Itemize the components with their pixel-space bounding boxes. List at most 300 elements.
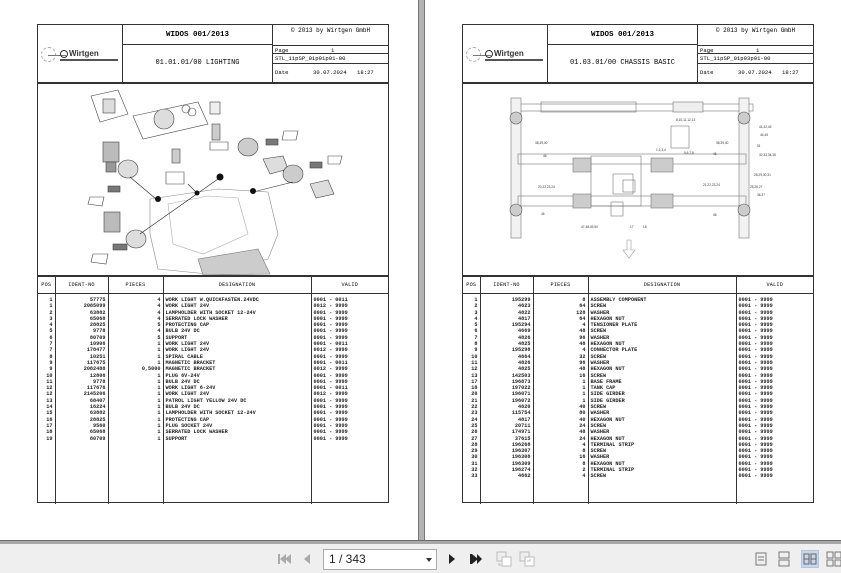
valid-cell: 0001 - 9999 bbox=[738, 328, 773, 335]
pieces-cell: 1 bbox=[108, 379, 163, 385]
pos-cell: 19 bbox=[38, 436, 55, 442]
designation-cell: SCREW bbox=[588, 423, 736, 429]
col-pos: POS bbox=[463, 277, 480, 294]
document-title: WIDOS 001/2013 bbox=[123, 25, 273, 45]
ident-no-cell: 4664 bbox=[480, 354, 533, 360]
parts-sheet bbox=[462, 24, 814, 503]
designation-cell: LAMPHOLDER WITH SOCKET 12-24V bbox=[163, 310, 311, 316]
last-page-button[interactable] bbox=[468, 551, 484, 567]
gear-icon bbox=[485, 50, 493, 58]
col-pieces: PIECES bbox=[108, 277, 163, 294]
time-value: 18:27 bbox=[357, 69, 374, 76]
ident-no-cell: 196309 bbox=[480, 461, 533, 467]
pos-cell: 22 bbox=[463, 404, 480, 410]
pos-cell: 5 bbox=[463, 322, 480, 328]
single-page-view-icon bbox=[752, 550, 770, 568]
pieces-cell: 0,5000 bbox=[108, 366, 163, 372]
previous-view-icon bbox=[496, 551, 512, 567]
col-pieces: PIECES bbox=[533, 277, 588, 294]
ident-no-cell: 80709 bbox=[55, 335, 108, 341]
copyright: © 2013 by Wirtgen GmbH bbox=[290, 27, 371, 34]
gear-icon bbox=[60, 50, 68, 58]
filler-cell bbox=[55, 442, 108, 504]
pos-cell: 1 bbox=[463, 294, 480, 304]
sheet-header bbox=[463, 25, 813, 84]
pieces-cell: 32 bbox=[533, 354, 588, 360]
designation-cell: LAMPHOLDER WITH SOCKET 12-24V bbox=[163, 410, 311, 416]
page-number: 1 bbox=[756, 47, 760, 54]
copyright: © 2013 by Wirtgen GmbH bbox=[715, 27, 796, 34]
ident-no-cell: 9778 bbox=[55, 379, 108, 385]
previous-view-button[interactable] bbox=[495, 551, 513, 567]
valid-cell: 0001 - 9999 bbox=[738, 303, 773, 310]
pos-cell: 12 bbox=[463, 366, 480, 372]
valid-cell: 0001 - 9999 bbox=[313, 404, 348, 411]
ident-no-cell: 4669 bbox=[480, 328, 533, 334]
ident-no-cell: 20711 bbox=[480, 423, 533, 429]
pieces-cell: 1 bbox=[108, 398, 163, 404]
logo-underline bbox=[60, 59, 118, 61]
pieces-cell: 4 bbox=[108, 316, 163, 322]
pieces-cell: 1 bbox=[108, 404, 163, 410]
valid-cell: 0001 - 9999 bbox=[738, 378, 773, 385]
pos-cell: 7 bbox=[463, 335, 480, 341]
pos-cell: 9 bbox=[463, 347, 480, 353]
valid-cell: 0001 - 9999 bbox=[738, 334, 773, 341]
valid-cell: 0001 - 9999 bbox=[738, 341, 773, 348]
ident-no-cell: 117675 bbox=[55, 360, 108, 366]
col-designation: DESIGNATION bbox=[588, 277, 736, 294]
pos-cell: 9 bbox=[38, 360, 55, 366]
pieces-cell: 16 bbox=[533, 454, 588, 460]
designation-cell: WORK LIGHT 24V bbox=[163, 341, 311, 347]
logo-cell bbox=[463, 25, 548, 82]
valid-cell: 0001 - 0011 bbox=[313, 359, 348, 366]
table-filler bbox=[38, 442, 388, 504]
sheet-header bbox=[38, 25, 388, 84]
pieces-cell: 4 bbox=[533, 442, 588, 448]
valid-cell: 0001 - 9999 bbox=[313, 422, 348, 429]
valid-cell: 0001 - 9999 bbox=[738, 429, 773, 436]
designation-cell: SCREW bbox=[588, 473, 736, 479]
chevron-down-icon[interactable] bbox=[426, 558, 432, 562]
pieces-cell: 1 bbox=[108, 391, 163, 397]
previous-page-button[interactable] bbox=[301, 551, 313, 567]
logo-cell bbox=[38, 25, 123, 82]
valid-cell: 0001 - 9999 bbox=[738, 473, 773, 480]
designation-cell: SERRATED LOCK WASHER bbox=[163, 429, 311, 435]
filler-cell bbox=[463, 480, 480, 504]
designation-cell: SCREW bbox=[588, 448, 736, 454]
parts-table bbox=[463, 277, 813, 504]
filler-cell bbox=[736, 480, 813, 504]
valid-cell: 0001 - 9999 bbox=[738, 391, 773, 398]
callout-label: 46 bbox=[713, 213, 717, 217]
ident-no-cell: 196071 bbox=[480, 391, 533, 397]
ident-no-cell: 196268 bbox=[480, 442, 533, 448]
filler-cell bbox=[108, 442, 163, 504]
ident-no-cell: 196873 bbox=[480, 379, 533, 385]
ident-no-cell: 174971 bbox=[480, 429, 533, 435]
designation-cell: BASE FRAME bbox=[588, 379, 736, 385]
pos-cell: 12 bbox=[38, 385, 55, 391]
valid-cell: 0001 - 9999 bbox=[313, 315, 348, 322]
callout-label: 44,45 bbox=[760, 133, 768, 137]
pos-cell: 2 bbox=[38, 310, 55, 316]
wirtgen-logo bbox=[485, 49, 524, 58]
pos-cell: 8 bbox=[463, 341, 480, 347]
ident-no-cell: 2082488 bbox=[55, 366, 108, 372]
pos-cell: 6 bbox=[38, 335, 55, 341]
pos-cell: 10 bbox=[38, 373, 55, 379]
valid-cell: 0001 - 9999 bbox=[313, 378, 348, 385]
pieces-cell: 4 bbox=[108, 328, 163, 334]
pos-cell: 1 bbox=[38, 294, 55, 304]
designation-cell: SIDE GIRDER bbox=[588, 398, 736, 404]
pos-cell: 1 bbox=[38, 303, 55, 309]
ident-no-cell: 4662 bbox=[480, 473, 533, 479]
valid-cell: 0001 - 9999 bbox=[313, 353, 348, 360]
filler-cell bbox=[588, 480, 736, 504]
page-divider bbox=[418, 0, 425, 540]
pieces-cell: 8 bbox=[533, 461, 588, 467]
ident-no-cell: 4817 bbox=[480, 316, 533, 322]
first-page-icon bbox=[277, 553, 291, 565]
ident-no-cell: 63882 bbox=[55, 410, 108, 416]
pieces-cell: 64 bbox=[533, 303, 588, 309]
first-page-button[interactable] bbox=[276, 551, 292, 567]
pieces-cell: 1 bbox=[108, 347, 163, 353]
pos-cell: 7 bbox=[38, 347, 55, 353]
valid-cell: 0001 - 9999 bbox=[738, 297, 773, 303]
next-page-icon bbox=[448, 553, 456, 565]
designation-cell: WORK LIGHT 24V bbox=[163, 391, 311, 397]
callout-label: 25,26,27 bbox=[750, 185, 763, 189]
callout-label: 20,22,23,24 bbox=[538, 185, 555, 189]
valid-cell: 0001 - 9999 bbox=[738, 441, 773, 448]
pos-cell: 15 bbox=[38, 410, 55, 416]
pos-cell: 8 bbox=[38, 354, 55, 360]
pieces-cell: 96 bbox=[533, 335, 588, 341]
pos-cell: 23 bbox=[463, 410, 480, 416]
date-row bbox=[698, 64, 813, 82]
filler-cell bbox=[163, 442, 311, 504]
ident-no-cell: 2085099 bbox=[55, 303, 108, 309]
designation-cell: SCREW bbox=[588, 328, 736, 334]
valid-cell: 0001 - 9999 bbox=[313, 334, 348, 341]
lighting-drawing-icon bbox=[38, 84, 388, 275]
callout-label: 5,6,7,8 bbox=[684, 151, 694, 155]
valid-cell: 0001 - 9999 bbox=[313, 410, 348, 417]
ident-no-cell: 196308 bbox=[480, 454, 533, 460]
pos-cell: 10 bbox=[463, 354, 480, 360]
facing-view-icon bbox=[802, 551, 818, 567]
designation-cell: SPIRAL CABLE bbox=[163, 354, 311, 360]
designation-cell: WASHER bbox=[588, 360, 736, 366]
pos-cell: 4 bbox=[38, 322, 55, 328]
pos-cell: 26 bbox=[463, 429, 480, 435]
pieces-cell: 1 bbox=[108, 385, 163, 391]
pos-cell: 3 bbox=[463, 310, 480, 316]
valid-cell: 0001 - 9999 bbox=[738, 372, 773, 379]
navigation-toolbar bbox=[0, 544, 841, 573]
pos-cell: 9 bbox=[38, 366, 55, 372]
ident-no-cell: 4822 bbox=[480, 310, 533, 316]
pos-cell: 7 bbox=[38, 341, 55, 347]
col-ident-no: IDENT-NO bbox=[55, 277, 108, 294]
facing-view-button[interactable] bbox=[801, 550, 819, 568]
wirtgen-logo bbox=[60, 49, 99, 58]
pieces-cell: 1 bbox=[108, 423, 163, 429]
pos-cell: 4 bbox=[463, 316, 480, 322]
continuous-view-icon bbox=[775, 550, 793, 568]
pieces-cell: 1 bbox=[108, 341, 163, 347]
ident-no-cell: 197022 bbox=[480, 385, 533, 391]
date-row bbox=[273, 64, 388, 82]
designation-cell: HEXAGON NUT bbox=[588, 436, 736, 442]
designation-cell: WASHER bbox=[588, 454, 736, 460]
pieces-cell: 48 bbox=[533, 341, 588, 347]
designation-cell: MAGNETIC BRACKET bbox=[163, 366, 311, 372]
parts-table bbox=[38, 277, 388, 504]
date-value: 30.07.2024 bbox=[738, 69, 772, 76]
ident-no-cell: 117676 bbox=[55, 385, 108, 391]
valid-cell: 0001 - 0011 bbox=[313, 297, 348, 303]
designation-cell: BULB 24V DC bbox=[163, 379, 311, 385]
pos-cell: 21 bbox=[463, 398, 480, 404]
pos-cell: 6 bbox=[463, 328, 480, 334]
ident-no-cell: 80709 bbox=[55, 436, 108, 442]
pos-cell: 25 bbox=[463, 423, 480, 429]
single-page-view-button[interactable] bbox=[752, 550, 770, 568]
col-pos: POS bbox=[38, 277, 55, 294]
pieces-cell: 2 bbox=[533, 467, 588, 473]
pieces-cell: 1 bbox=[108, 436, 163, 442]
next-view-button[interactable] bbox=[518, 551, 536, 567]
designation-cell: TERMINAL STRIP bbox=[588, 442, 736, 448]
ident-no-cell: 196072 bbox=[480, 398, 533, 404]
col-ident-no: IDENT-NO bbox=[480, 277, 533, 294]
designation-cell: WORK LIGHT W.QUICKFASTEN.24VDC bbox=[163, 294, 311, 304]
ident-no-cell: 10251 bbox=[55, 354, 108, 360]
ident-no-cell: 2145206 bbox=[55, 391, 108, 397]
filler-cell bbox=[480, 480, 533, 504]
continuous-facing-view-button[interactable] bbox=[825, 550, 841, 568]
table-body bbox=[463, 294, 813, 504]
ident-no-cell: 37615 bbox=[480, 436, 533, 442]
pos-cell: 33 bbox=[463, 473, 480, 479]
valid-cell: 0001 - 9999 bbox=[738, 366, 773, 373]
designation-cell: HEXAGON NUT bbox=[588, 341, 736, 347]
logo-underline bbox=[485, 59, 543, 61]
designation-cell: WORK LIGHT 6-24V bbox=[163, 385, 311, 391]
valid-cell: 0012 - 9999 bbox=[313, 366, 348, 373]
designation-cell: PROTECTING CAP bbox=[163, 417, 311, 423]
valid-cell: 0001 - 9999 bbox=[313, 416, 348, 423]
valid-cell: 0001 - 9999 bbox=[738, 315, 773, 322]
pieces-cell: 1 bbox=[108, 373, 163, 379]
pos-cell: 32 bbox=[463, 467, 480, 473]
pos-cell: 20 bbox=[463, 391, 480, 397]
pieces-cell: 48 bbox=[533, 366, 588, 372]
continuous-view-button[interactable] bbox=[775, 550, 793, 568]
ident-no-cell: 9560 bbox=[55, 423, 108, 429]
ident-no-cell: 195294 bbox=[480, 322, 533, 328]
designation-cell: CONNECTOR PLATE bbox=[588, 347, 736, 353]
valid-cell: 0001 - 9999 bbox=[738, 309, 773, 316]
designation-cell: WORK LIGHT 24V bbox=[163, 303, 311, 309]
valid-cell: 0001 - 9999 bbox=[313, 429, 348, 436]
pos-cell: 17 bbox=[38, 423, 55, 429]
continuous-facing-view-icon bbox=[825, 550, 841, 568]
previous-page-icon bbox=[303, 553, 311, 565]
document-title: WIDOS 001/2013 bbox=[548, 25, 698, 45]
designation-cell: PLUG SOCKET 24V bbox=[163, 423, 311, 429]
time-value: 18:27 bbox=[782, 69, 799, 76]
designation-cell: WORK LIGHT 24V bbox=[163, 347, 311, 353]
valid-cell: 0001 - 9999 bbox=[738, 385, 773, 392]
valid-cell: 0001 - 9999 bbox=[313, 397, 348, 404]
designation-cell: MAGNETIC BRACKET bbox=[163, 360, 311, 366]
designation-cell: BULB 24V DC bbox=[163, 404, 311, 410]
pos-cell: 13 bbox=[463, 373, 480, 379]
parts-sheet bbox=[37, 24, 389, 503]
pieces-cell: 128 bbox=[533, 310, 588, 316]
valid-cell: 0001 - 9999 bbox=[738, 454, 773, 461]
pieces-cell: 5 bbox=[108, 322, 163, 328]
designation-cell: SUPPORT bbox=[163, 335, 311, 341]
page-number-input[interactable] bbox=[323, 549, 437, 570]
designation-cell: WASHER bbox=[588, 410, 736, 416]
exploded-view-drawing-lighting bbox=[38, 84, 388, 277]
ident-no-cell: 178477 bbox=[55, 347, 108, 353]
page-row bbox=[273, 45, 388, 54]
designation-cell: SIDE GIRDER bbox=[588, 391, 736, 397]
pieces-cell: 8 bbox=[533, 448, 588, 454]
valid-cell: 0001 - 9999 bbox=[313, 328, 348, 335]
valid-cell: 0001 - 9999 bbox=[738, 347, 773, 354]
designation-cell: TENSIONER PLATE bbox=[588, 322, 736, 328]
pieces-cell: 1 bbox=[108, 417, 163, 423]
table-row bbox=[38, 429, 388, 435]
pieces-cell: 64 bbox=[533, 316, 588, 322]
ident-no-cell: 196274 bbox=[480, 467, 533, 473]
ident-no-cell: 28825 bbox=[55, 417, 108, 423]
valid-cell: 0012 - 9999 bbox=[313, 347, 348, 354]
pieces-cell: 40 bbox=[533, 404, 588, 410]
table-row bbox=[38, 366, 388, 372]
designation-cell: WASHER bbox=[588, 310, 736, 316]
pos-cell: 24 bbox=[463, 417, 480, 423]
valid-cell: 0001 - 9999 bbox=[313, 322, 348, 329]
callout-label: 51 bbox=[757, 144, 761, 148]
pieces-cell: 1 bbox=[533, 391, 588, 397]
valid-cell: 0001 - 9999 bbox=[738, 359, 773, 366]
page-number: 1 bbox=[331, 47, 335, 54]
designation-cell: BULB 24V DC bbox=[163, 328, 311, 334]
designation-cell: HEXAGON NUT bbox=[588, 366, 736, 372]
pieces-cell: 4 bbox=[108, 303, 163, 309]
pieces-cell: 1 bbox=[108, 429, 163, 435]
pieces-cell: 48 bbox=[533, 328, 588, 334]
col-designation: DESIGNATION bbox=[163, 277, 311, 294]
logo-text: Wirtgen bbox=[494, 49, 524, 58]
designation-cell: PATROL LIGHT YELLOW 24V DC bbox=[163, 398, 311, 404]
designation-cell: HEXAGON NUT bbox=[588, 316, 736, 322]
table-row bbox=[38, 310, 388, 316]
page-label: Page bbox=[275, 47, 289, 54]
valid-cell: 0001 - 9999 bbox=[738, 397, 773, 404]
valid-cell: 0001 - 9999 bbox=[738, 322, 773, 329]
designation-cell: SCREW bbox=[588, 373, 736, 379]
chassis-drawing bbox=[463, 84, 813, 277]
stl-row: STL_11pSP_01p03p01-00 bbox=[698, 54, 813, 64]
pos-cell: 30 bbox=[463, 454, 480, 460]
callout-label: 46 bbox=[543, 154, 547, 158]
ident-no-cell: 63882 bbox=[55, 310, 108, 316]
callout-label: 21,22,23,24 bbox=[703, 183, 720, 187]
callout-label: 18 bbox=[643, 225, 647, 229]
callout-label: 41,42,43 bbox=[759, 125, 772, 129]
callout-label: 17 bbox=[630, 225, 634, 229]
designation-cell: SCREW bbox=[588, 303, 736, 309]
pos-cell: 29 bbox=[463, 448, 480, 454]
callout-label: 38,39,40 bbox=[716, 141, 729, 145]
pieces-cell: 16 bbox=[533, 373, 588, 379]
stl-row: STL_11pSP_01p01p01-00 bbox=[273, 54, 388, 64]
page-label: Page bbox=[700, 47, 714, 54]
pos-cell: 12 bbox=[38, 391, 55, 397]
pieces-cell: 80 bbox=[533, 410, 588, 416]
pos-cell: 18 bbox=[463, 385, 480, 391]
pos-cell: 5 bbox=[38, 328, 55, 334]
ident-no-cell: 65068 bbox=[55, 316, 108, 322]
callout-label: 28,29,30,31 bbox=[754, 173, 771, 177]
pieces-cell: 24 bbox=[533, 436, 588, 442]
pieces-cell: 1 bbox=[108, 410, 163, 416]
ident-no-cell: 28825 bbox=[55, 322, 108, 328]
page-right bbox=[425, 0, 841, 540]
designation-cell: SERRATED LOCK WASHER bbox=[163, 316, 311, 322]
table-row bbox=[463, 294, 813, 304]
pos-cell: 2 bbox=[463, 303, 480, 309]
ident-no-cell: 4825 bbox=[480, 366, 533, 372]
valid-cell: 0012 - 9999 bbox=[313, 391, 348, 398]
page-row bbox=[698, 45, 813, 54]
valid-cell: 0001 - 9999 bbox=[738, 404, 773, 411]
valid-cell: 0001 - 9999 bbox=[738, 410, 773, 417]
designation-cell: SUPPORT bbox=[163, 436, 311, 442]
designation-cell: PROTECTING CAP bbox=[163, 322, 311, 328]
designation-cell: SCREW bbox=[588, 404, 736, 410]
pos-cell: 27 bbox=[463, 436, 480, 442]
valid-cell: 0001 - 9999 bbox=[738, 416, 773, 423]
pieces-cell: 5 bbox=[108, 335, 163, 341]
designation-cell: SCREW bbox=[588, 354, 736, 360]
callout-label: 47,48,49,50 bbox=[581, 225, 598, 229]
pieces-cell: 4 bbox=[533, 347, 588, 353]
pos-cell: 11 bbox=[38, 379, 55, 385]
col-valid: VALID bbox=[311, 277, 388, 294]
ident-no-cell: 57775 bbox=[55, 294, 108, 304]
designation-cell: WASHER bbox=[588, 335, 736, 341]
designation-cell: TERMINAL STRIP bbox=[588, 467, 736, 473]
next-view-icon bbox=[519, 551, 535, 567]
next-page-button[interactable] bbox=[446, 551, 458, 567]
pieces-cell: 8 bbox=[533, 294, 588, 304]
pieces-cell: 1 bbox=[533, 398, 588, 404]
date-value: 30.07.2024 bbox=[313, 69, 347, 76]
